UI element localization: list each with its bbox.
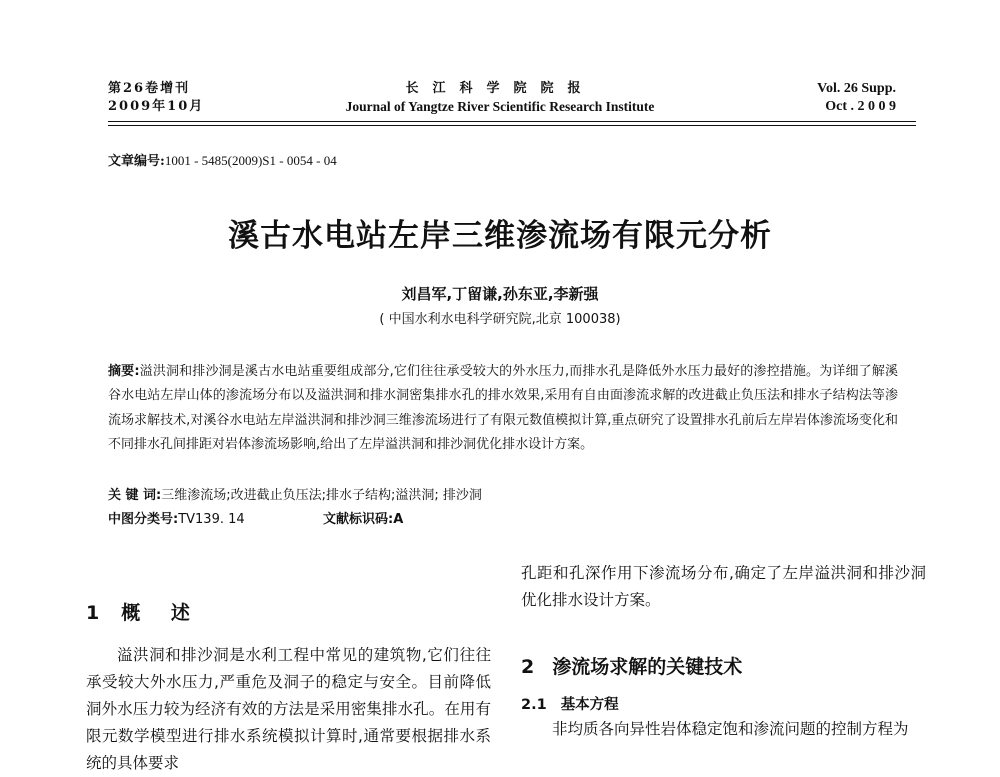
- date-en: Oct . 2 0 0 9: [825, 99, 896, 114]
- keywords: [108, 484, 898, 508]
- affiliation: ( 中国水利水电科学研究院,北京 100038): [379, 312, 621, 327]
- journal-issue-info-en: [760, 80, 896, 116]
- abstract: [108, 360, 898, 458]
- section-2-heading: [521, 652, 742, 679]
- abstract-text: 溢洪洞和排沙洞是溪古水电站重要组成部分,它们往往承受较大的外水压力,而排水孔是降低外水压力最好的渗控措施。为详细了解溪谷水电站左岸山体的渗流场分布以及溢洪洞和排水洞密集排水孔的排水效果,采用有自由面渗流求解的改进截止负压法和排水子结构法等渗流场求解技术,对溪谷水电站左岸溢洪洞和排沙洞三维渗流场进行了有限元数值模拟计算,重点研究了设置排水孔前后左岸岩体渗流场变化和不同排水孔间排距对岩体渗流场影响,给出了左岸溢洪洞和排沙洞优化排水设计方案。: [108, 364, 898, 453]
- authors: 刘昌军,丁留谦,孙东亚,李新强: [401, 285, 599, 303]
- subsection-2-1-number: 2.1: [521, 697, 547, 713]
- paper-title: 溪古水电站左岸三维渗流场有限元分析: [228, 218, 772, 254]
- article-number: [108, 150, 337, 169]
- subsection-2-1-heading: [521, 693, 619, 714]
- journal-name-en: Journal of Yangtze River Scientific Research Institute: [345, 99, 655, 114]
- section-1-paragraph: 溢洪洞和排沙洞是水利工程中常见的建筑物,它们往往承受较大外水压力,严重危及洞子的稳定与安全。目前降低洞外水压力较为经济有效的方法是采用密集排水孔。在用有限元数学模型进行排水系统模拟计算时,通常要根据排水系统的具体要求: [86, 646, 491, 772]
- clc-label: 中图分类号:: [108, 512, 179, 527]
- section-1-heading: [86, 598, 202, 625]
- section-2-title: 渗流场求解的关键技术: [552, 656, 743, 678]
- journal-name-cn: 长江科学院院报: [405, 81, 595, 96]
- journal-issue-info: [108, 80, 204, 116]
- section-1-body: [86, 642, 491, 777]
- clc-number: [108, 508, 245, 532]
- date-cn: 2009年10月: [108, 99, 205, 114]
- article-number-value: 1001 - 5485(2009)S1 - 0054 - 04: [164, 153, 337, 168]
- abstract-label: 摘要:: [108, 364, 140, 379]
- header-rule-thin: [108, 125, 916, 126]
- keywords-text: 三维渗流场;改进截止负压法;排水子结构;溢洪洞; 排沙洞: [161, 488, 482, 503]
- journal-name: [330, 80, 670, 116]
- section-1-number: 1: [86, 602, 100, 624]
- volume-en: Vol. 26 Supp.: [817, 81, 896, 96]
- subsection-2-1-paragraph: 非均质各向异性岩体稳定饱和渗流问题的控制方程为: [552, 720, 909, 738]
- header-rule-thick: [108, 121, 916, 122]
- keywords-label: 关 键 词:: [108, 488, 162, 503]
- doc-code-value: A: [393, 512, 404, 527]
- subsection-2-1-title: 基本方程: [560, 697, 619, 713]
- volume-cn: 第26卷增刊: [108, 81, 191, 96]
- document-code: [323, 508, 403, 532]
- section-2-number: 2: [521, 656, 535, 678]
- subsection-2-1-body: [521, 716, 926, 743]
- clc-value: TV139. 14: [178, 512, 245, 527]
- article-number-label: 文章编号:: [108, 154, 165, 169]
- doc-code-label: 文献标识码:: [323, 512, 394, 527]
- section-1-title: 概 述: [121, 602, 202, 624]
- right-column-continuation: 孔距和孔深作用下渗流场分布,确定了左岸溢洪洞和排沙洞优化排水设计方案。: [521, 564, 926, 609]
